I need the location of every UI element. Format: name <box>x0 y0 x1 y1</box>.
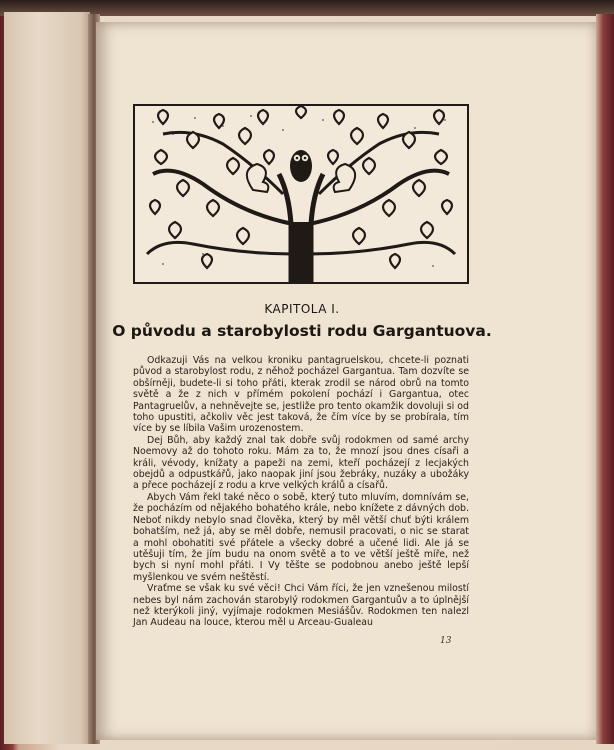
paragraph-3: Abych Vám řekl také něco o sobě, který tuto mluvím, domnívám se, že pocházím od nějakého bohatého krále, nebo knížete z dávných dob. Neboť nikdy nebylo snad člověka, který by měl větší chuť býti králem bohatším, než já, aby se měl dobře, nemusil pracovati, o nic se starat a mohl obohatiti své přátele a všecky dobré a učené lidi. Ale já se utěšuji tím, že jím budu na onom světě a to ve větší ještě míře, než bych si nyní mohl přáti. I Vy těšte se podobnou anebo ještě lepší myšlenkou ve svém neštěstí. <box>133 491 469 583</box>
left-page-edge <box>4 12 90 744</box>
chapter-label: KAPITOLA I. <box>264 302 340 316</box>
paragraph-2: Dej Bůh, aby každý znal tak dobře svůj rodokmen od samé archy Noemovy až do tohoto roku. Mám za to, že mnozí jsou dnes císaři a králi, vévody, knížaty a papeži na zemi, kteří pocházejí z lecjakých obejdů a odpustkářů, jako naopak jiní jsou žebráky, nuzáky a ubožáky a přece pocházejí z rodu a krve velkých králů a císařů. <box>133 434 469 492</box>
page-number: 13 <box>440 636 452 646</box>
tree-vignette-illustration <box>133 104 469 284</box>
owl-figure <box>290 150 312 182</box>
chapter-body-text <box>133 355 469 629</box>
paragraph-4: Vraťme se však ku své věci! Chci Vám říci, že jen vznešenou milostí nebes byl nám zachován starobylý rodokmen Gargantuův a to úplnější než kterýkoli jiný, vyjímaje rodokmen Mesiášův. Rodokmen ten nalezl Jan Audeau na louce, kterou měl u Arceau-Gualeau <box>133 583 469 629</box>
paragraph-1: Odkazuji Vás na velkou kroniku pantagruelskou, chcete-li poznati původ a starobylost rodu, z něhož pocházel Gargantua. Tam dozvíte se obšírněji, budete-li si toho přáti, kterak zrodil se národ obrů na tomto světě a že z nich v přímém pokolení pochází i Gargantua, otec Pantagruelův, a nehněvejte se, jestliže pro tento okamžik dovoluji si od toho upustiti, ačkoliv věc jest taková, že čím více by se probírala, tím více by se líbila Vašim urozenostem. <box>133 355 469 435</box>
book-right-edge <box>596 14 614 744</box>
chapter-title: O původu a starobylosti rodu Gargantuova. <box>112 322 492 340</box>
